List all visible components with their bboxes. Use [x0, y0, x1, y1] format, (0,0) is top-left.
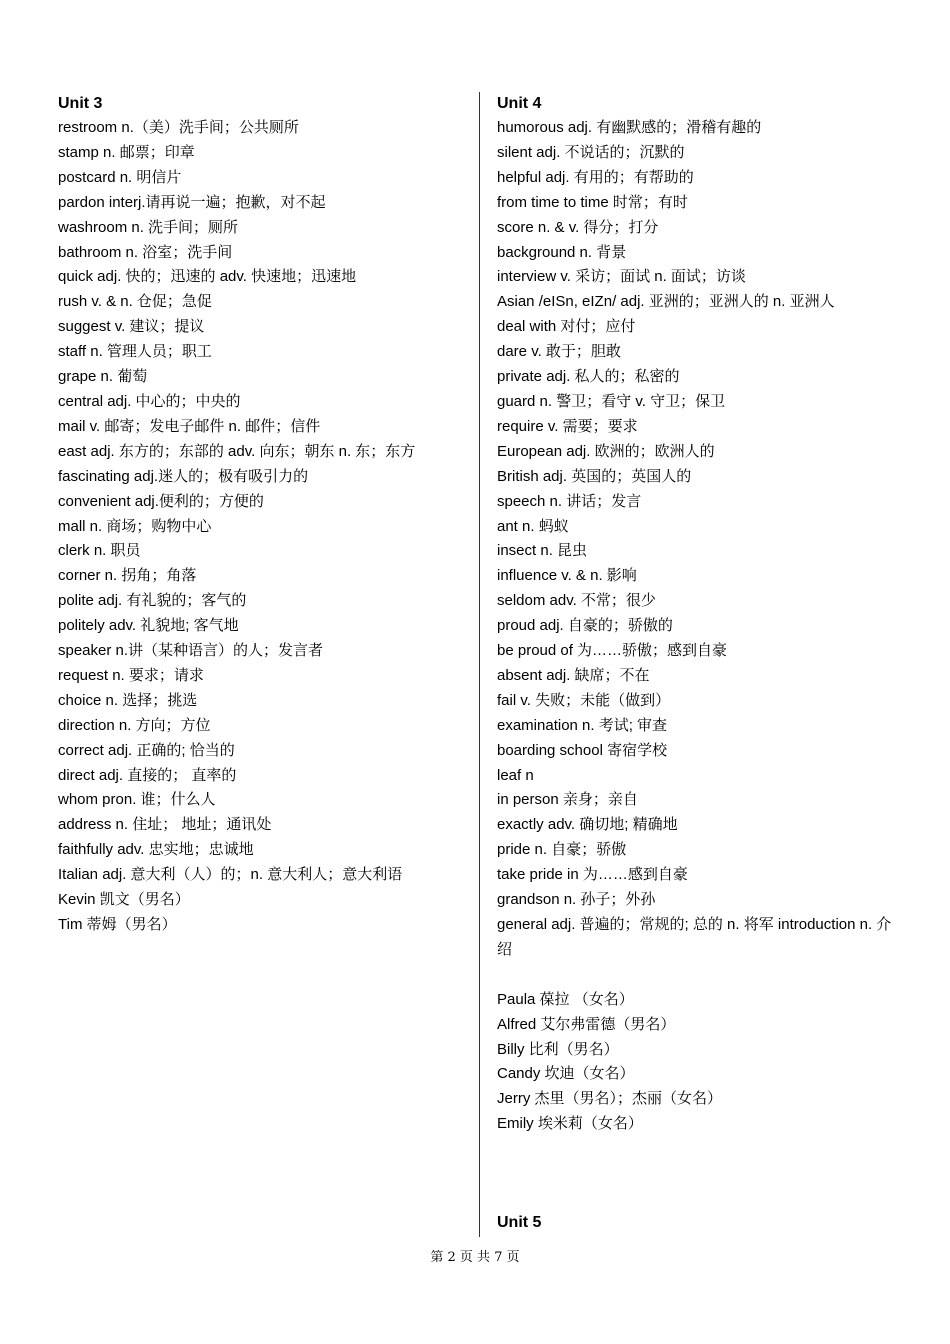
vocab-entry: leaf n [497, 766, 534, 784]
blank-space [497, 1137, 897, 1211]
vocab-entry: Tim 蒂姆（男名） [58, 916, 177, 933]
vocab-entry: from time to time 时常；有时 [497, 193, 688, 211]
vocab-entry: corner n. 拐角；角落 [58, 567, 197, 585]
vocab-entry: postcard n. 明信片 [58, 168, 182, 186]
vocab-entry: exactly adv. 确切地; 精确地 [497, 816, 678, 834]
vocab-entry: Kevin 凯文（男名） [58, 891, 190, 909]
vocab-entry: examination n. 考试; 审查 [497, 716, 668, 734]
unit-4-word-list [497, 116, 897, 963]
unit-5-heading: Unit 5 [497, 1214, 542, 1232]
left-column [58, 92, 463, 938]
vocab-entry: suggest v. 建议；提议 [58, 318, 205, 336]
vocab-entry: boarding school 寄宿学校 [497, 741, 668, 759]
vocab-entry: direction n. 方向；方位 [58, 716, 211, 734]
vocab-entry: require v. 需要；要求 [497, 417, 638, 435]
vocab-entry: take pride in 为……感到自豪 [497, 866, 688, 884]
vocab-entry: faithfully adv. 忠实地；忠诚地 [58, 841, 254, 859]
vocab-entry: request n. 要求；请求 [58, 666, 204, 684]
vocab-entry: insect n. 昆虫 [497, 542, 588, 560]
vocab-entry: in person 亲身；亲自 [497, 791, 638, 809]
vocab-entry: mall n. 商场；购物中心 [58, 517, 212, 535]
vocab-entry: be proud of 为……骄傲；感到自豪 [497, 642, 728, 660]
vocab-entry: Paula 葆拉 （女名） [497, 990, 634, 1008]
vocab-entry: British adj. 英国的；英国人的 [497, 467, 692, 485]
unit-4-heading: Unit 4 [497, 95, 542, 112]
page-footer: 第 2 页 共 7 页 [430, 1250, 520, 1265]
vocab-entry: background n. 背景 [497, 243, 627, 261]
vocab-entry: convenient adj.便利的；方便的 [58, 492, 264, 510]
vocab-entry: speaker n.讲（某种语言）的人；发言者 [58, 642, 324, 660]
vocab-entry: dare v. 敢于；胆敢 [497, 343, 621, 361]
vocab-entry: quick adj. 快的；迅速的 adv. 快速地；迅速地 [58, 268, 357, 286]
vocab-entry: whom pron. 谁；什么人 [58, 791, 216, 809]
vocab-entry: helpful adj. 有用的；有帮助的 [497, 168, 694, 186]
right-column [497, 92, 897, 1235]
vocab-entry: grape n. 葡萄 [58, 368, 148, 386]
vocab-entry: general adj. 普遍的；常规的; 总的 n. 将军 introduction n. 介绍 [497, 916, 892, 958]
vocab-entry: correct adj. 正确的; 恰当的 [58, 741, 235, 759]
vocab-entry: score n. & v. 得分；打分 [497, 218, 659, 236]
vocab-entry: European adj. 欧洲的；欧洲人的 [497, 442, 715, 460]
vocab-entry: private adj. 私人的；私密的 [497, 368, 680, 386]
vocab-entry: deal with 对付；应付 [497, 318, 636, 336]
vocab-entry: restroom n.（美）洗手间；公共厕所 [58, 119, 299, 136]
unit-3-word-list [58, 116, 463, 938]
vocab-entry: seldom adv. 不常；很少 [497, 592, 656, 610]
vocab-entry: Jerry 杰里（男名）；杰丽（女名） [497, 1090, 723, 1108]
vocab-entry: Emily 埃米莉（女名） [497, 1115, 643, 1133]
column-divider [479, 92, 480, 1237]
vocab-entry: rush v. & n. 仓促；急促 [58, 293, 212, 311]
vocab-entry: guard n. 警卫；看守 v. 守卫；保卫 [497, 392, 726, 410]
vocab-entry: Candy 坎迪（女名） [497, 1065, 635, 1083]
vocab-entry: polite adj. 有礼貌的；客气的 [58, 592, 247, 610]
vocab-entry: Italian adj. 意大利（人）的；n. 意大利人；意大利语 [58, 866, 403, 884]
vocab-entry: ant n. 蚂蚁 [497, 517, 569, 535]
vocab-entry: interview v. 采访；面试 n. 面试；访谈 [497, 268, 746, 286]
unit-3-heading: Unit 3 [58, 95, 103, 112]
vocab-entry: address n. 住址； 地址；通讯处 [58, 816, 272, 834]
vocab-entry: stamp n. 邮票；印章 [58, 143, 195, 161]
vocab-entry: direct adj. 直接的； 直率的 [58, 766, 237, 784]
vocab-entry: clerk n. 职员 [58, 542, 141, 560]
vocab-entry: fail v. 失败；未能（做到） [497, 691, 671, 709]
vocab-entry: influence v. & n. 影响 [497, 567, 637, 585]
vocab-entry: mail v. 邮寄；发电子邮件 n. 邮件；信件 [58, 417, 321, 435]
vocab-entry: choice n. 选择；挑选 [58, 691, 198, 709]
vocab-entry: central adj. 中心的；中央的 [58, 392, 241, 410]
vocab-entry: speech n. 讲话；发言 [497, 492, 642, 510]
vocab-entry: politely adv. 礼貌地; 客气地 [58, 617, 239, 635]
vocab-entry: Asian /eISn, eIZn/ adj. 亚洲的；亚洲人的 n. 亚洲人 [497, 293, 835, 311]
vocab-entry: humorous adj. 有幽默感的；滑稽有趣的 [497, 119, 762, 136]
vocab-entry: Alfred 艾尔弗雷德（男名） [497, 1015, 676, 1033]
unit-4-name-list [497, 988, 897, 1137]
vocab-entry: staff n. 管理人员；职工 [58, 343, 212, 361]
vocab-entry: east adj. 东方的；东部的 adv. 向东；朝东 n. 东；东方 [58, 442, 416, 460]
vocab-entry: Billy 比利（男名） [497, 1040, 619, 1058]
vocab-entry: proud adj. 自豪的；骄傲的 [497, 617, 673, 635]
blank-line [497, 963, 897, 988]
vocab-entry: fascinating adj.迷人的；极有吸引力的 [58, 467, 309, 485]
vocab-entry: absent adj. 缺席；不在 [497, 666, 650, 684]
vocab-entry: grandson n. 孙子；外孙 [497, 891, 656, 909]
vocab-entry: bathroom n. 浴室；洗手间 [58, 243, 233, 261]
vocab-entry: washroom n. 洗手间；厕所 [58, 218, 239, 236]
vocab-entry: pride n. 自豪；骄傲 [497, 841, 627, 859]
vocab-entry: silent adj. 不说话的；沉默的 [497, 143, 685, 161]
vocab-entry: pardon interj.请再说一遍；抱歉，对不起 [58, 193, 326, 211]
